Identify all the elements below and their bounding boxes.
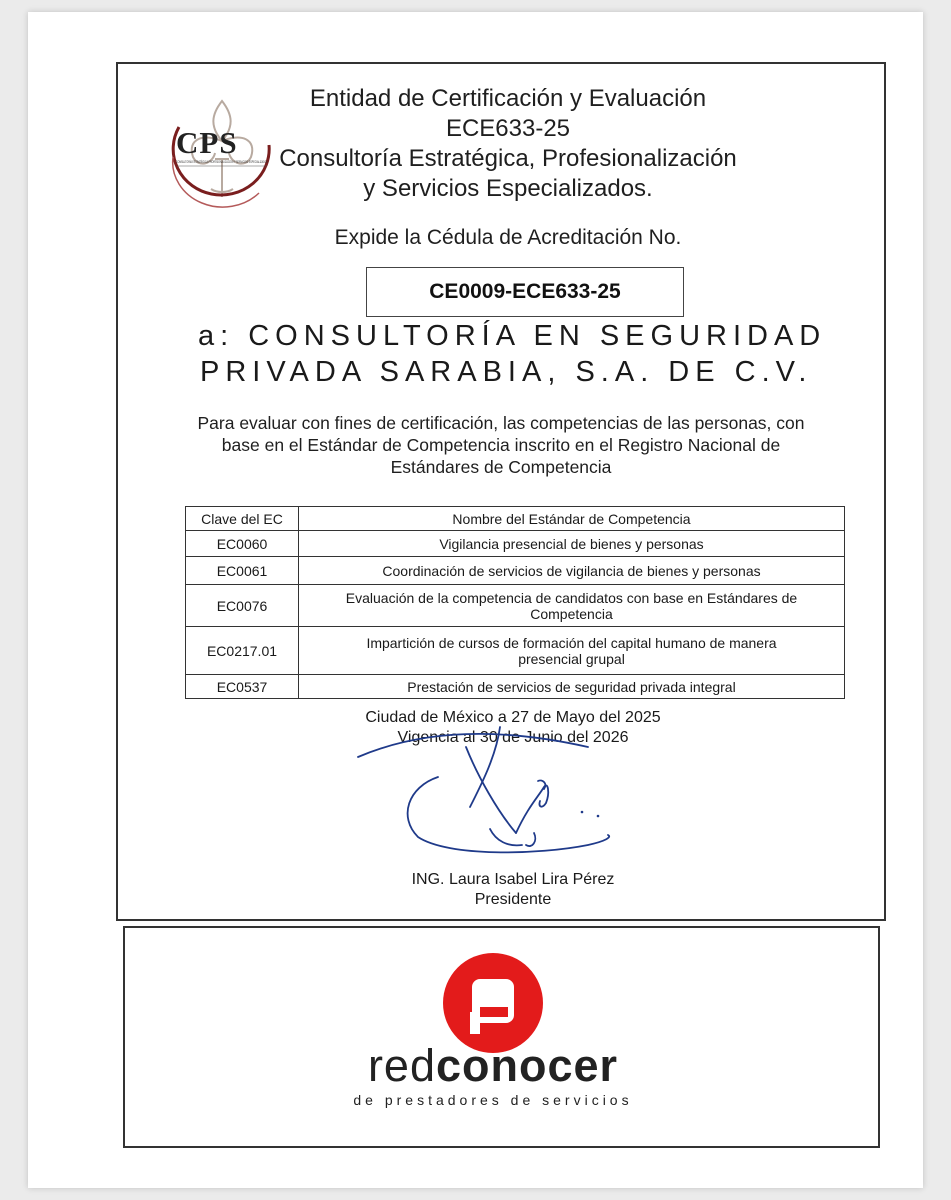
ec-name-line: Vigilancia presencial de bienes y personas — [439, 535, 704, 552]
signer-name: ING. Laura Isabel Lira Pérez — [411, 871, 615, 888]
cps-logo-text: CPS — [176, 125, 238, 160]
table-row — [186, 531, 845, 557]
ec-name — [299, 627, 845, 675]
handwritten-signature — [388, 737, 628, 872]
ec-key: EC0061 — [186, 557, 299, 585]
table-header-row — [186, 507, 845, 531]
header-company-line2: y Servicios Especializados. — [363, 175, 653, 202]
ec-name — [299, 557, 845, 585]
ec-key: EC0060 — [186, 531, 299, 557]
recipient-line1: a: CONSULTORÍA EN SEGURIDAD — [198, 320, 827, 352]
purpose-line1: Para evaluar con fines de certificación, las competencias de las personas, con — [197, 413, 805, 433]
purpose-line2: base en el Estándar de Competencia inscrito en el Registro Nacional de — [221, 435, 781, 455]
issue-date: Ciudad de México a 27 de Mayo del 2025 — [365, 709, 661, 726]
purpose-line3: Estándares de Competencia — [390, 457, 612, 477]
table-row — [186, 627, 845, 675]
accreditation-number: CE0009-ECE633-25 — [429, 280, 621, 303]
red-conocer-word-conocer: conocer — [435, 1040, 619, 1091]
certificate-page — [28, 12, 923, 1188]
ec-name-line: Evaluación de la competencia de candidatos con base en Estándares de — [345, 589, 798, 606]
ec-name-line: Competencia — [530, 605, 613, 622]
header-company-line1: Consultoría Estratégica, Profesionalización — [279, 145, 737, 172]
table-header-name: Nombre del Estándar de Competencia — [299, 507, 845, 531]
red-conocer-tagline: de prestadores de servicios — [353, 1092, 633, 1108]
ec-key: EC0076 — [186, 585, 299, 627]
ec-name — [299, 585, 845, 627]
purpose-paragraph — [128, 412, 874, 478]
ec-name-line: Prestación de servicios de seguridad privada integral — [407, 678, 736, 695]
cps-logo-subtext: CONSULTORÍA ESTRATÉGICA PROFESIONALIZACIÓN Y SERVICIOS ESPECIALIZADOS — [176, 160, 316, 164]
header-block — [228, 84, 788, 204]
ec-name-line: Impartición de cursos de formación del capital humano de manera — [366, 634, 777, 651]
signer-block — [313, 870, 713, 910]
ec-name — [299, 531, 845, 557]
issue-label: Expide la Cédula de Acreditación No. — [334, 226, 682, 249]
ec-key: EC0217.01 — [186, 627, 299, 675]
red-conocer-wordmark — [278, 1042, 708, 1090]
table-row — [186, 675, 845, 699]
header-code: ECE633-25 — [445, 115, 571, 142]
recipient-block — [168, 318, 848, 390]
table-header-key: Clave del EC — [186, 507, 299, 531]
accreditation-number-box — [366, 267, 684, 317]
ec-name-line: presencial grupal — [518, 650, 625, 667]
signer-title: Presidente — [474, 891, 552, 908]
recipient-line2: PRIVADA SARABIA, S.A. DE C.V. — [200, 356, 813, 388]
red-conocer-icon — [442, 952, 544, 1054]
ec-name — [299, 675, 845, 699]
validity-date: Vigencia al 30 de Junio del 2026 — [397, 729, 629, 746]
ec-key: EC0537 — [186, 675, 299, 699]
standards-table — [185, 506, 845, 699]
header-entity: Entidad de Certificación y Evaluación — [309, 85, 707, 112]
ec-name-line: Coordinación de servicios de vigilancia de bienes y personas — [382, 562, 761, 579]
table-row — [186, 557, 845, 585]
table-row — [186, 585, 845, 627]
red-conocer-word-red: red — [367, 1040, 436, 1091]
